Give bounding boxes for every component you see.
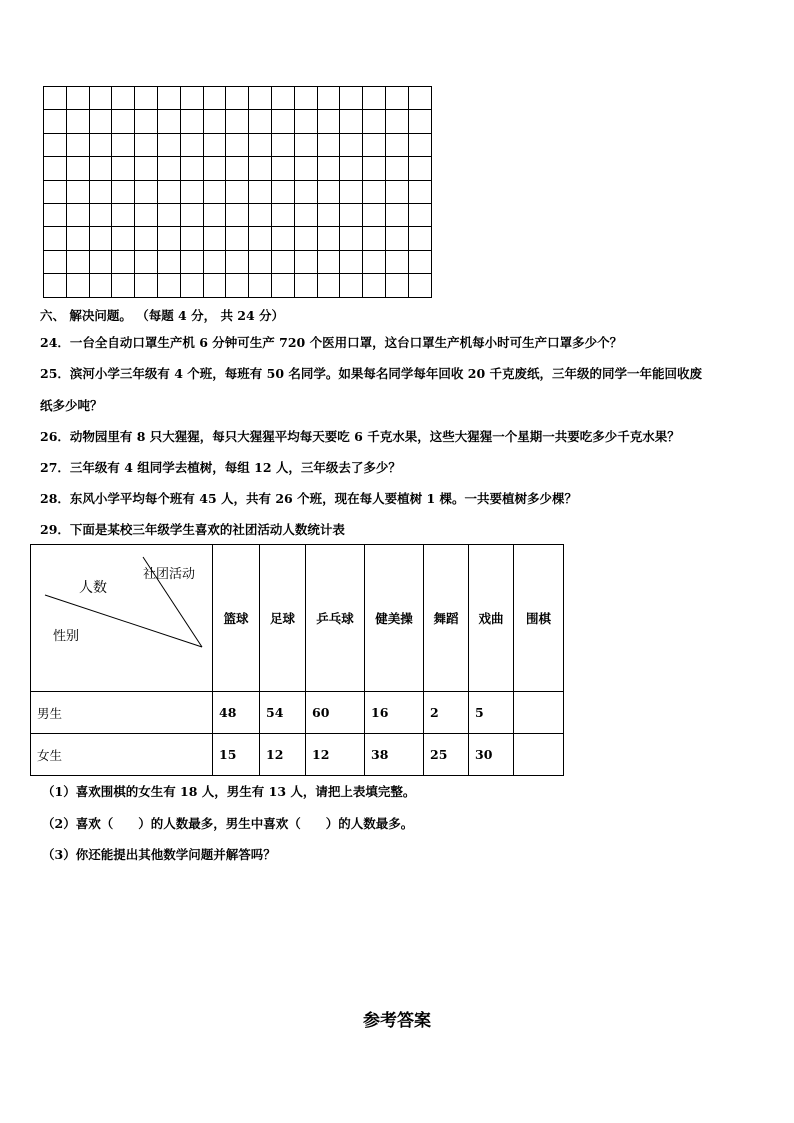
grid-cell <box>226 157 249 180</box>
grid-cell <box>157 250 180 273</box>
header-basketball: 篮球 <box>213 545 260 692</box>
subquestion-3: （3）你还能提出其他数学问题并解答吗？ <box>42 847 276 862</box>
grid-cell <box>317 87 340 110</box>
grid-cell <box>135 110 158 133</box>
cell: 12 <box>306 734 365 776</box>
grid-cell <box>112 87 135 110</box>
grid-cell <box>226 133 249 156</box>
grid-cell <box>89 87 112 110</box>
grid-cell <box>385 157 408 180</box>
corner-label-gender: 性别 <box>53 629 80 644</box>
grid-cell <box>203 110 226 133</box>
grid-cell <box>294 203 317 226</box>
grid-cell <box>249 87 272 110</box>
grid-cell <box>271 133 294 156</box>
grid-cell <box>271 227 294 250</box>
grid-cell <box>271 180 294 203</box>
grid-cell <box>226 274 249 297</box>
grid-cell <box>135 250 158 273</box>
grid-cell <box>135 87 158 110</box>
grid-cell <box>340 87 363 110</box>
section-heading: 六、 解决问题。 （每题 4 分， 共 24 分） <box>40 308 285 323</box>
grid-cell <box>180 203 203 226</box>
grid-cell <box>271 250 294 273</box>
grid-cell <box>363 157 386 180</box>
grid-cell <box>271 157 294 180</box>
grid-cell <box>112 133 135 156</box>
cell: 16 <box>365 692 424 734</box>
subquestion-1: （1）喜欢围棋的女生有 18 人，男生有 13 人，请把上表填完整。 <box>42 784 416 799</box>
grid-cell <box>44 133 67 156</box>
question-25: 25．滨河小学三年级有 4 个班，每班有 50 名同学。如果每名同学每年回收 20 千克废纸，三年级的同学一年能回收废 <box>40 366 702 381</box>
grid-cell <box>385 227 408 250</box>
grid-cell <box>226 203 249 226</box>
grid-cell <box>249 157 272 180</box>
grid-cell <box>226 87 249 110</box>
table-row-girls <box>31 734 564 776</box>
grid-cell <box>340 110 363 133</box>
grid-cell <box>89 250 112 273</box>
grid-cell <box>112 203 135 226</box>
grid-cell <box>112 227 135 250</box>
grid-cell <box>408 133 431 156</box>
grid-cell <box>385 133 408 156</box>
grid-cell <box>180 110 203 133</box>
grid-cell <box>89 133 112 156</box>
grid-cell <box>340 180 363 203</box>
grid-cell <box>203 227 226 250</box>
grid-cell <box>249 133 272 156</box>
table-row-boys <box>31 692 564 734</box>
grid-cell <box>89 157 112 180</box>
grid-cell <box>385 180 408 203</box>
grid-cell <box>363 110 386 133</box>
grid-row <box>44 87 432 110</box>
grid-cell <box>317 133 340 156</box>
grid-cell <box>112 274 135 297</box>
grid-cell <box>226 180 249 203</box>
cell: 2 <box>424 692 469 734</box>
grid-cell <box>44 87 67 110</box>
question-28: 28．东风小学平均每个班有 45 人，共有 26 个班，现在每人要植树 1 棵。一共要植树多少棵？ <box>40 491 577 506</box>
grid-cell <box>363 180 386 203</box>
cell: 54 <box>260 692 306 734</box>
grid-cell <box>271 203 294 226</box>
answer-title: 参考答案 <box>363 1011 431 1031</box>
grid-cell <box>294 227 317 250</box>
header-opera: 戏曲 <box>469 545 514 692</box>
grid-cell <box>89 274 112 297</box>
grid-cell <box>157 110 180 133</box>
grid-cell <box>180 274 203 297</box>
grid-cell <box>317 250 340 273</box>
question-25-cont: 纸多少吨？ <box>40 398 103 413</box>
grid-cell <box>271 87 294 110</box>
corner-label-count: 人数 <box>79 580 107 596</box>
grid-cell <box>66 180 89 203</box>
grid-cell <box>89 180 112 203</box>
grid-cell <box>408 157 431 180</box>
grid-row <box>44 203 432 226</box>
grid-cell <box>363 274 386 297</box>
grid-cell <box>317 110 340 133</box>
grid-cell <box>203 203 226 226</box>
grid-cell <box>89 227 112 250</box>
grid-cell <box>340 274 363 297</box>
grid-cell <box>135 203 158 226</box>
grid-cell <box>363 250 386 273</box>
grid-cell <box>340 227 363 250</box>
grid-cell <box>363 87 386 110</box>
grid-cell <box>385 110 408 133</box>
grid-cell <box>271 110 294 133</box>
grid-cell <box>135 274 158 297</box>
grid-cell <box>66 87 89 110</box>
grid-cell <box>135 133 158 156</box>
cell: 60 <box>306 692 365 734</box>
subquestion-2: （2）喜欢（ ）的人数最多，男生中喜欢（ ）的人数最多。 <box>42 816 414 831</box>
row-label: 女生 <box>31 734 213 776</box>
grid-cell <box>180 157 203 180</box>
grid-cell <box>44 203 67 226</box>
grid-cell <box>44 227 67 250</box>
grid-cell <box>157 133 180 156</box>
grid-row <box>44 227 432 250</box>
grid-row <box>44 274 432 297</box>
grid-cell <box>203 180 226 203</box>
grid-cell <box>89 110 112 133</box>
grid-cell <box>385 274 408 297</box>
grid-cell <box>363 203 386 226</box>
grid-cell <box>112 180 135 203</box>
grid-row <box>44 250 432 273</box>
grid-cell <box>317 274 340 297</box>
grid-cell <box>44 110 67 133</box>
grid-cell <box>385 87 408 110</box>
cell: 48 <box>213 692 260 734</box>
cell-empty[interactable] <box>514 734 564 776</box>
grid-cell <box>294 250 317 273</box>
grid-cell <box>249 274 272 297</box>
grid-cell <box>44 250 67 273</box>
grid-cell <box>226 110 249 133</box>
grid-cell <box>340 157 363 180</box>
header-aerobics: 健美操 <box>365 545 424 692</box>
grid-cell <box>408 110 431 133</box>
cell: 12 <box>260 734 306 776</box>
grid-cell <box>180 227 203 250</box>
grid-cell <box>44 157 67 180</box>
grid-cell <box>157 180 180 203</box>
grid-cell <box>249 110 272 133</box>
header-table-tennis: 乒乓球 <box>306 545 365 692</box>
grid-cell <box>385 250 408 273</box>
grid-cell <box>249 180 272 203</box>
grid-cell <box>180 180 203 203</box>
grid-cell <box>180 250 203 273</box>
grid-cell <box>203 87 226 110</box>
grid-cell <box>363 227 386 250</box>
grid-cell <box>294 274 317 297</box>
grid-cell <box>340 133 363 156</box>
grid-row <box>44 133 432 156</box>
grid-cell <box>203 274 226 297</box>
header-football: 足球 <box>260 545 306 692</box>
grid-cell <box>294 180 317 203</box>
grid-cell <box>180 133 203 156</box>
grid-row <box>44 157 432 180</box>
grid-cell <box>135 180 158 203</box>
grid-cell <box>249 203 272 226</box>
header-dance: 舞蹈 <box>424 545 469 692</box>
grid-cell <box>157 203 180 226</box>
grid-row <box>44 110 432 133</box>
grid-cell <box>317 203 340 226</box>
blank-grid <box>43 86 432 298</box>
grid-cell <box>180 87 203 110</box>
grid-cell <box>271 274 294 297</box>
grid-row <box>44 180 432 203</box>
grid-cell <box>340 250 363 273</box>
grid-cell <box>249 227 272 250</box>
grid-cell <box>408 203 431 226</box>
grid-cell <box>317 180 340 203</box>
corner-label-activity: 社团活动 <box>143 567 196 582</box>
question-26: 26．动物园里有 8 只大猩猩，每只大猩猩平均每天要吃 6 千克水果，这些大猩猩一个星期一共要吃多少千克水果？ <box>40 429 680 444</box>
grid-cell <box>112 110 135 133</box>
grid-cell <box>408 87 431 110</box>
cell-empty[interactable] <box>514 692 564 734</box>
grid-cell <box>226 250 249 273</box>
question-29: 29．下面是某校三年级学生喜欢的社团活动人数统计表 <box>40 522 345 537</box>
grid-cell <box>135 157 158 180</box>
grid-cell <box>203 250 226 273</box>
question-27: 27．三年级有 4 组同学去植树，每组 12 人，三年级去了多少？ <box>40 460 401 475</box>
grid-cell <box>226 227 249 250</box>
grid-cell <box>66 274 89 297</box>
grid-cell <box>408 274 431 297</box>
grid-cell <box>340 203 363 226</box>
grid-cell <box>135 227 158 250</box>
grid-cell <box>408 180 431 203</box>
grid-cell <box>317 227 340 250</box>
grid-cell <box>408 250 431 273</box>
grid-cell <box>66 157 89 180</box>
grid-cell <box>157 157 180 180</box>
grid-cell <box>294 87 317 110</box>
question-24: 24．一台全自动口罩生产机 6 分钟可生产 720 个医用口罩，这台口罩生产机每小时可生产口罩多少个？ <box>40 335 623 350</box>
grid-cell <box>408 227 431 250</box>
grid-cell <box>112 250 135 273</box>
grid-cell <box>66 250 89 273</box>
grid-cell <box>249 250 272 273</box>
header-go: 围棋 <box>514 545 564 692</box>
cell: 15 <box>213 734 260 776</box>
grid-cell <box>157 87 180 110</box>
grid-cell <box>203 157 226 180</box>
grid-cell <box>66 227 89 250</box>
club-stats-table <box>30 544 564 776</box>
grid-cell <box>294 157 317 180</box>
grid-cell <box>317 157 340 180</box>
grid-cell <box>66 133 89 156</box>
grid-cell <box>66 110 89 133</box>
grid-cell <box>385 203 408 226</box>
cell: 5 <box>469 692 514 734</box>
diagonal-header-cell <box>31 545 213 692</box>
grid-cell <box>294 133 317 156</box>
grid-cell <box>44 180 67 203</box>
grid-cell <box>44 274 67 297</box>
grid-cell <box>89 203 112 226</box>
grid-cell <box>157 227 180 250</box>
grid-cell <box>66 203 89 226</box>
cell: 38 <box>365 734 424 776</box>
cell: 30 <box>469 734 514 776</box>
grid-cell <box>203 133 226 156</box>
grid-cell <box>157 274 180 297</box>
grid-cell <box>112 157 135 180</box>
grid-cell <box>294 110 317 133</box>
cell: 25 <box>424 734 469 776</box>
grid-cell <box>363 133 386 156</box>
row-label: 男生 <box>31 692 213 734</box>
